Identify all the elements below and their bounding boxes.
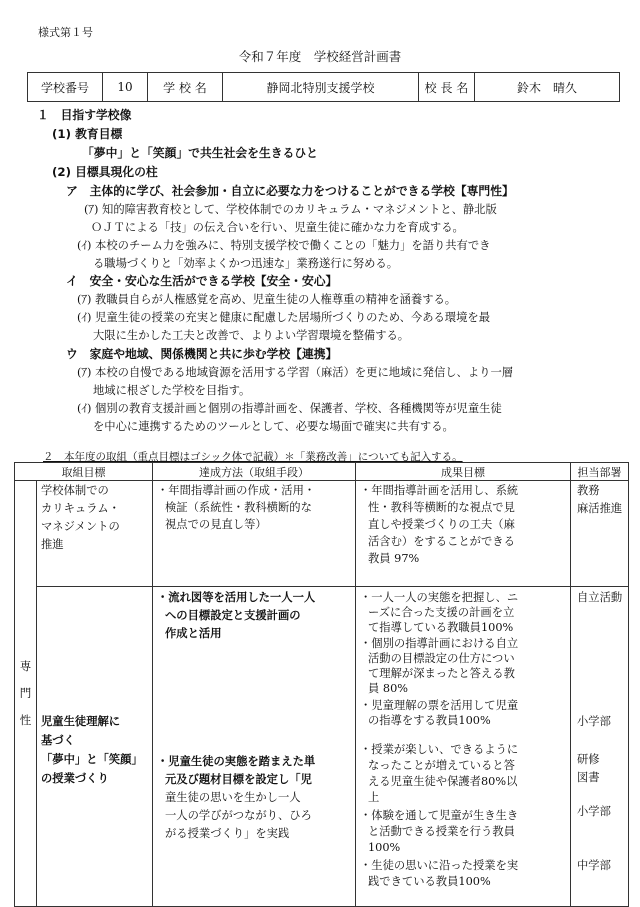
pillar-c-title: ウ 家庭や地域、関係機関と共に歩む学校【連携】 [66,347,338,361]
row1-result-line: 教員 97% [368,552,420,565]
form-number: 様式第１号 [38,26,93,39]
school-info-table [27,72,620,102]
row1-dept-line: 麻活推進 [577,502,623,515]
row2-goal-line: 基づく [41,734,75,747]
section2-caption: ２ 本年度の取組（重点目標はゴシック体で記載）＊「業務改善」についても記入する。 [43,451,463,463]
row2-method1-line: への目標設定と支援計画の [165,609,301,622]
school-name: 静岡北特別支援学校 [223,73,419,102]
row2-result-line: て理解が深まったと答える教 [368,667,515,680]
row2-goal-line: 「夢中」と「笑顔」 [41,753,143,766]
school-name-label: 学 校 名 [148,73,223,102]
category-char: 性 [19,713,32,727]
row2-method2-line: 一人の学びがつながり、ひろ [165,809,312,822]
row2-method2-line: 童生徒の思いを生かし一人 [165,791,301,804]
row2-result-line: 践できている教員100% [368,875,491,888]
dept-cell [571,587,629,907]
row2-result-line: の指導をする教員100% [368,714,491,727]
row2-result-line: 上 [368,791,380,804]
goal-cell [37,587,153,907]
row2-result-line: える児童生徒や保護者80%以 [368,775,518,788]
pillar-c-item2-line2: を中心に連携するためのツールとして、必要な場面で確実に共有する。 [93,420,454,433]
dept-cell [571,481,629,587]
result-cell [356,587,571,907]
table-row [15,587,629,907]
row2-result-line: ・一人一人の実態を把握し、ニ [360,591,519,604]
row1-goal-line: カリキュラム・ [41,502,120,515]
row1-result-line: 性・教科等横断的な視点で見 [368,501,515,514]
pillar-b-item1-line1: (ｱ) 教職員自らが人権感覚を高め、児童生徒の人権尊重の精神を涵養する。 [77,293,457,306]
pillar-a-item2-line2: る職場づくりと「効率よくかつ迅速な」業務遂行に努める。 [93,257,399,270]
col-header-result: 成果目標 [356,463,571,481]
row1-result-line: ・年間指導計画を活用し、系統 [360,484,519,497]
col-header-method: 達成方法（取組手段） [153,463,356,481]
row1-result-line: 活含む）をすることができる [368,535,515,548]
pillar-a-item2-line1: (ｲ) 本校のチーム力を強みに、特別支援学校で働くことの「魅力」を語り共有でき [77,239,491,252]
school-number: 10 [103,73,148,102]
page-title: 令和７年度 学校経営計画書 [238,49,402,64]
row2-result-line: なったことが増えていると答 [368,759,515,772]
pillars-heading: (2) 目標具現化の柱 [52,165,158,179]
pillar-c-item1-line1: (ｱ) 本校の自慢である地域資源を活用する学習（麻活）を更に地域に発信し、より一層 [77,366,514,379]
row2-result-line: ・児童理解の票を活用して児童 [360,699,519,712]
pillar-a-item1-line1: (ｱ) 知的障害教育校として、学校体制でのカリキュラム・マネジメントと、静北版 [84,203,497,216]
row2-dept: 自立活動 [577,591,623,604]
row2-method2-line: がる授業づくり」を実践 [165,827,290,840]
section1-heading: １ 目指す学校像 [37,108,132,122]
row2-result-line: ・生徒の思いに沿った授業を実 [360,859,519,872]
table-header-row [15,463,629,481]
row1-method-line: 視点での見直し等） [165,518,267,531]
method-cell [153,481,356,587]
goal-cell [37,481,153,587]
category-label [15,659,36,728]
result-cell [356,481,571,587]
row2-method1-line: ・流れ図等を活用した一人一人 [157,591,316,604]
row2-result-line: と活動できる授業を行う教員 [368,825,515,838]
row1-method-line: 検証（系統性・教科横断的な [165,501,312,514]
row2-result-line: 活動の目標設定の仕方につい [368,652,515,665]
row1-goal-line: 学校体制での [41,484,109,497]
row2-method1-line: 作成と活用 [165,627,222,640]
row2-goal-line: 児童生徒理解に [41,715,121,728]
row2-result-line: ・授業が楽しい、できるように [360,743,519,756]
col-header-goal: 取組目標 [15,463,153,481]
principal-name: 鈴木 晴久 [475,73,620,102]
row2-goal-line: の授業づくり [41,772,109,785]
principal-label: 校 長 名 [419,73,475,102]
category-char: 門 [19,686,32,700]
row2-dept: 小学部 [577,805,611,818]
category-char: 専 [19,659,32,673]
school-number-label: 学校番号 [28,73,103,102]
pillar-b-title: イ 安全・安心な生活ができる学校【安全・安心】 [66,274,338,288]
pillar-a-item1-line2: ＯＪＴによる「技」の伝え合いを行い、児童生徒に確かな力を育成する。 [91,221,464,234]
goal-text: 「夢中」と「笑顔」で共生社会を生きるひと [82,146,318,160]
category-cell [15,481,37,907]
row2-result-line: ・個別の指導計画における自立 [360,637,519,650]
col-header-dept: 担当部署 [571,463,629,481]
row2-dept: 中学部 [577,859,611,872]
row2-result-line: ・体験を通して児童が生き生き [360,809,519,822]
row2-dept: 小学部 [577,715,611,728]
pillar-c-item2-line1: (ｲ) 個別の教育支援計画と個別の指導計画を、保護者、学校、各種機関等が児童生徒 [77,402,502,415]
table-row [15,481,629,587]
row2-dept: 図書 [577,771,600,784]
row1-result-line: 直しや授業づくりの工夫（麻 [368,518,515,531]
pillar-b-item2-line2: 大限に生かした工夫と改善で、よりよい学習環境を整備する。 [93,329,410,342]
method-cell [153,587,356,907]
row2-dept: 研修 [577,753,600,766]
goal-heading: (1) 教育目標 [52,127,123,141]
row1-goal-line: 推進 [41,538,64,551]
row1-method-line: ・年間指導計画の作成・活用・ [157,484,316,497]
row2-result-line: て指導している教職員100% [368,621,514,634]
initiatives-table [14,462,629,907]
row2-method2-line: 元及び題材目標を設定し「児 [165,773,312,786]
pillar-c-item1-line2: 地域に根ざした学校を目指す。 [93,384,251,397]
row2-result-line: 100% [368,841,401,854]
row2-result-line: 員 80% [368,682,408,695]
row2-result-line: ーズに合った支援の計画を立 [368,606,515,619]
row1-dept-line: 教務 [577,484,600,497]
row1-goal-line: マネジメントの [41,520,120,533]
pillar-a-title: ア 主体的に学び、社会参加・自立に必要な力をつけることができる学校【専門性】 [66,184,514,198]
row2-method2-line: ・児童生徒の実態を踏まえた単 [157,755,316,768]
pillar-b-item2-line1: (ｲ) 児童生徒の授業の充実と健康に配慮した居場所づくりのため、今ある環境を最 [77,311,490,324]
